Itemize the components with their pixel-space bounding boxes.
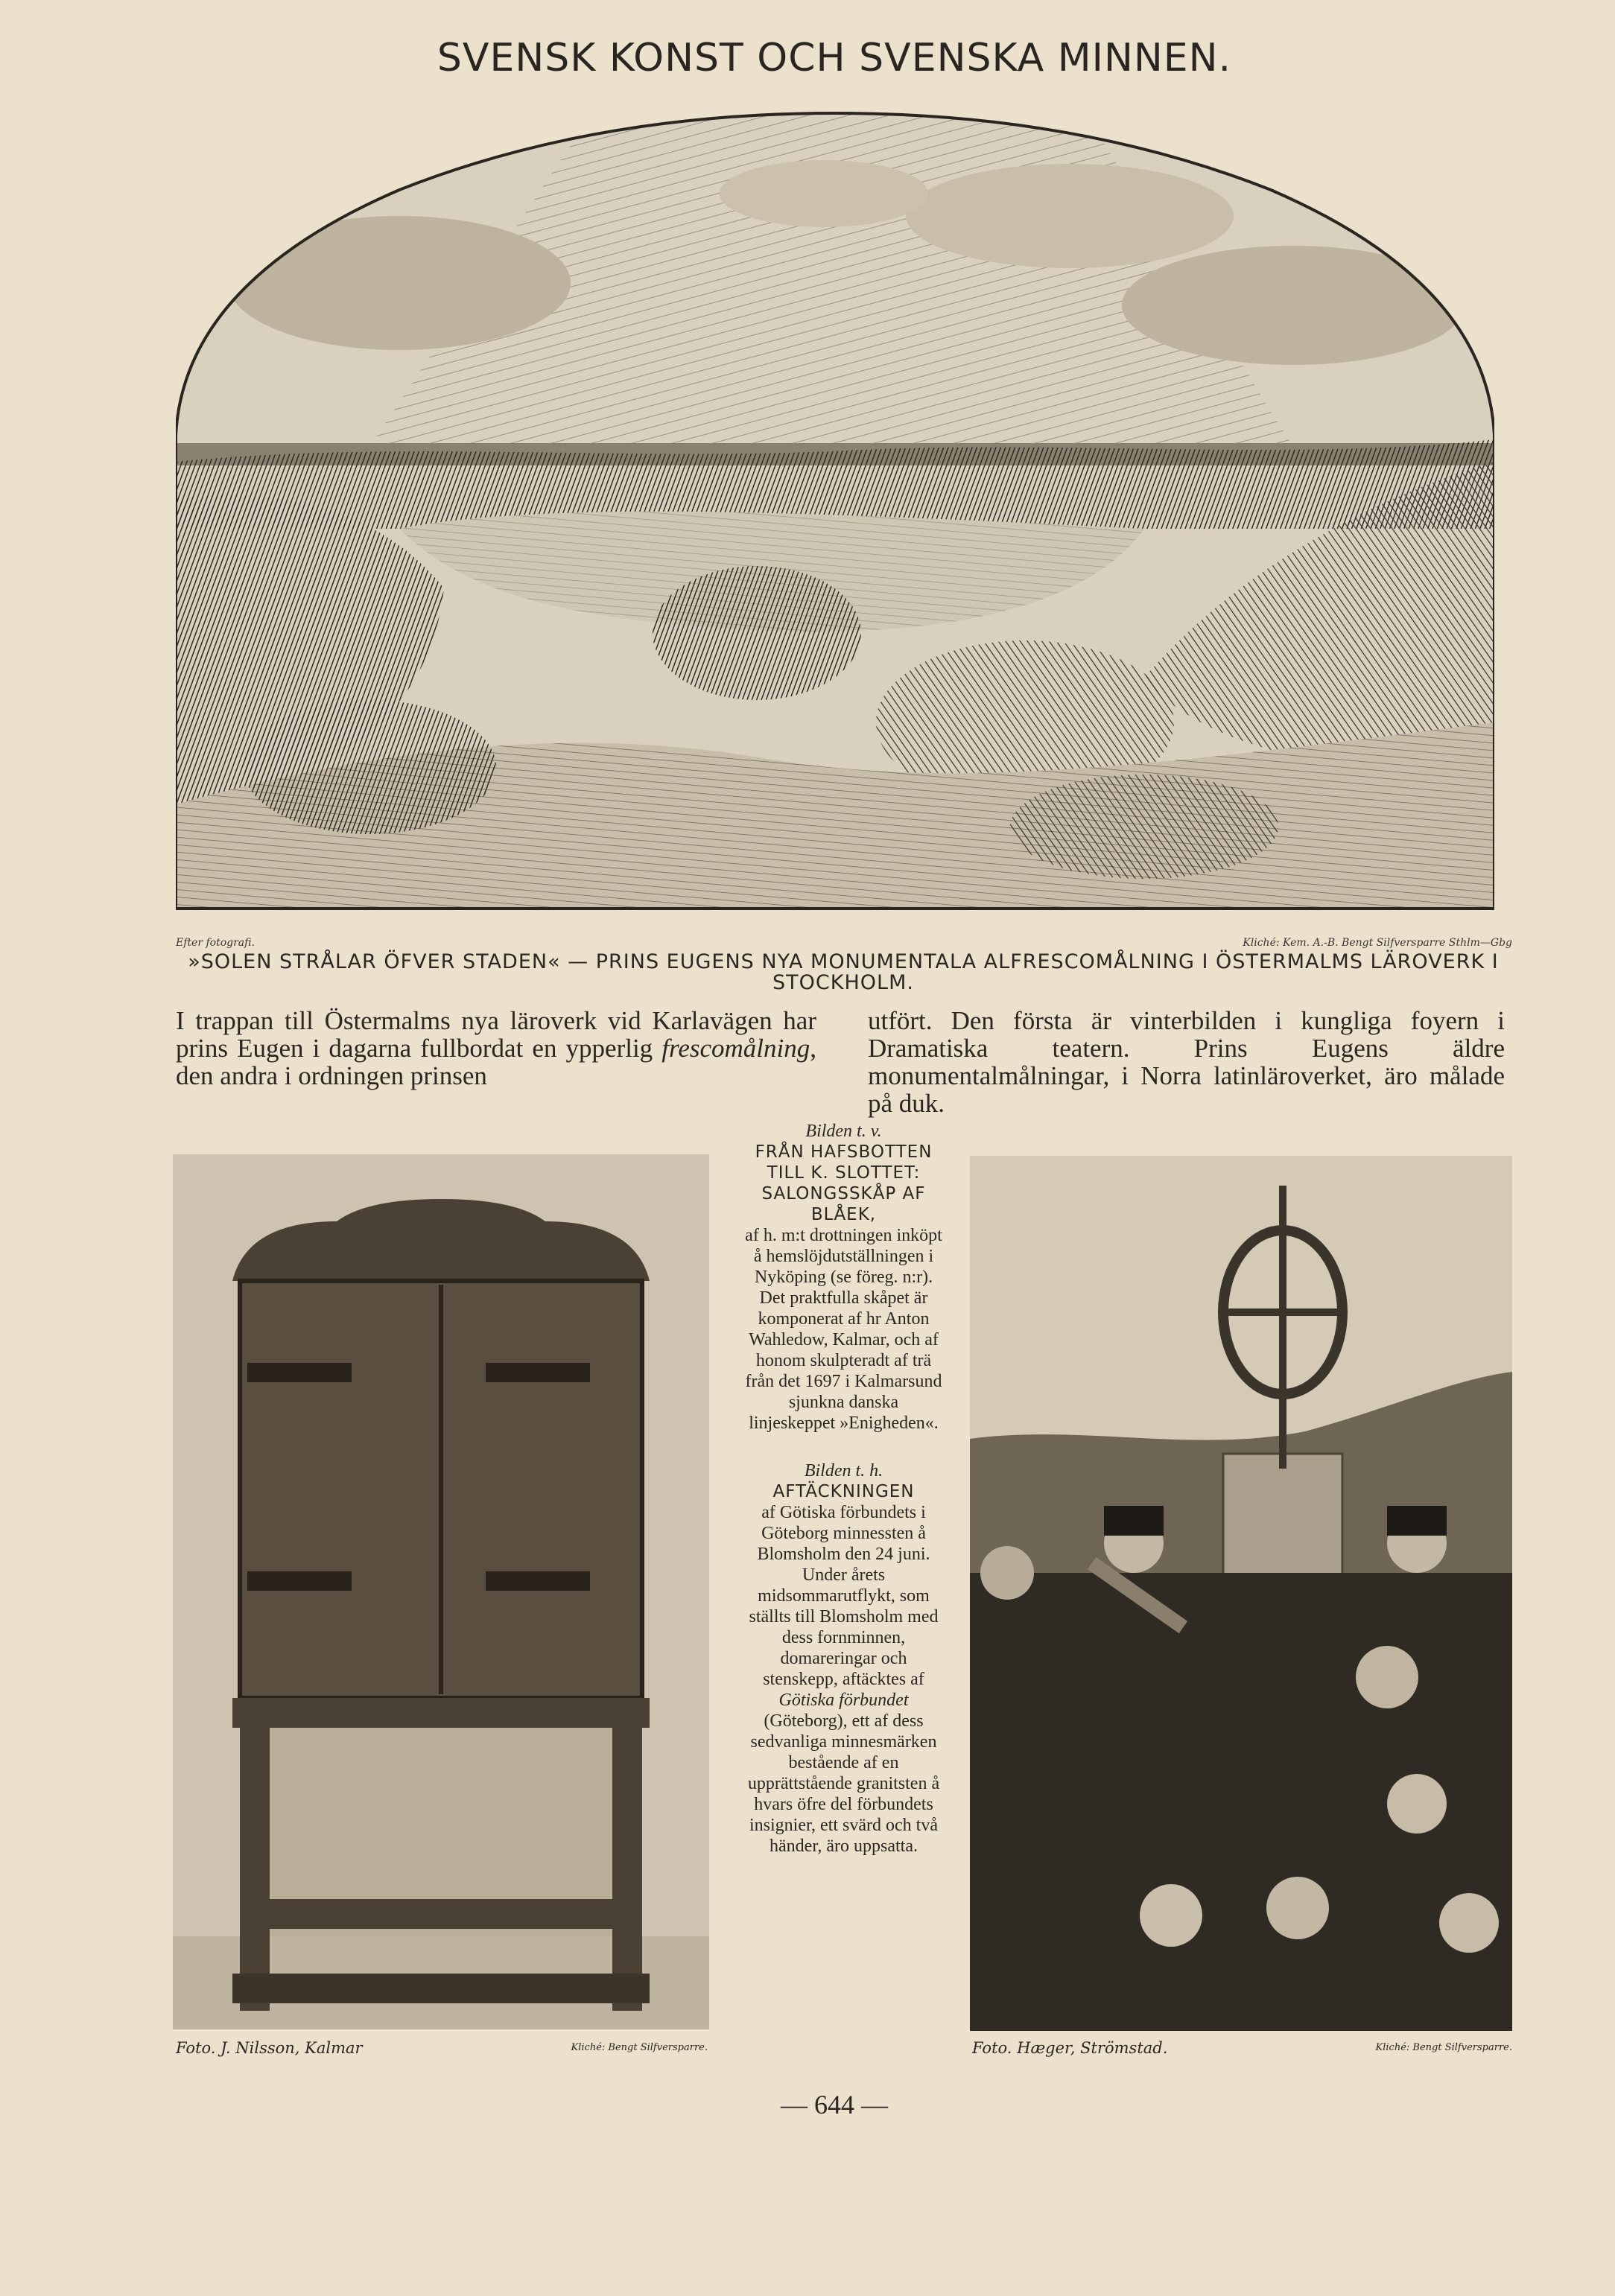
unveiling-photo	[970, 1156, 1512, 2031]
unveiling-illustration	[970, 1156, 1512, 2031]
article-left-text-1: I trappan till Östermalms nya läroverk vid Karlavägen har prins Eugen i dagarna fullbordat en ypperlig	[176, 1006, 816, 1063]
article-left-text-2: , den andra i ordningen prinsen	[176, 1034, 816, 1090]
left-photo-credit: Foto. J. Nilsson, Kalmar	[176, 2039, 363, 2057]
sidebar-left-title: FRÅN HAFSBOTTEN TILL K. SLOTTET: SALONGSSKÅP AF BLÅEK,	[755, 1142, 933, 1224]
cabinet-photo	[173, 1154, 709, 2029]
article-left-emph: frescomålning	[661, 1034, 810, 1063]
page-number: — 644 —	[781, 2090, 888, 2119]
sidebar-left-label: Bilden t. v.	[805, 1122, 882, 1141]
plate-credit-left: Efter fotografi.	[176, 937, 255, 949]
painting-plate	[176, 112, 1494, 912]
sidebar-left-text: af h. m:t drottningen inköpt å hemslöjdutställningen i Nyköping (se föreg. n:r). Det praktfulla skåpet är komponerat af hr Anton Wahledow, Kalmar, och af honom skulpteradt af trä från det 1697 i Kalmarsund sjunkna danska linjeskeppet »Enigheden«.	[745, 1226, 942, 1433]
article-left-column	[176, 1007, 816, 1090]
plate-credit-right: Kliché: Kem. A.-B. Bengt Silfversparre Sthlm—Gbg	[1243, 937, 1512, 949]
sidebar-right-text-2a: Under årets midsommarutflykt, som ställts till Blomsholm med dess fornminnen, domareringar och stenskepp, aftäcktes af	[749, 1565, 939, 1689]
right-photo-kliche: Kliché: Bengt Silfversparre.	[1375, 2042, 1512, 2053]
sidebar-right-label: Bilden t. h.	[804, 1461, 883, 1481]
right-photo-credit: Foto. Hæger, Strömstad.	[972, 2039, 1168, 2057]
sidebar-column	[745, 1121, 942, 1857]
page-header: SVENSK KONST OCH SVENSKA MINNEN.	[437, 36, 1232, 80]
sidebar-right-text-1: af Götiska förbundets i Göteborg minnessten å Blomsholm den 24 juni.	[757, 1503, 930, 1564]
sidebar-right-text-2-emph: Götiska förbundet	[778, 1691, 909, 1710]
sidebar-right-title: AFTÄCKNINGEN	[772, 1482, 915, 1501]
sidebar-right-text-2b: (Göteborg), ett af dess sedvanliga minnesmärken bestående af en upprättstående granitsten å hvars öfre del förbundets insignier, ett svärd och två händer, äro uppsatta.	[747, 1711, 940, 1856]
cabinet-illustration	[173, 1154, 709, 2029]
plate-caption: »SOLEN STRÅLAR ÖFVER STADEN« — PRINS EUGENS NYA MONUMENTALA ALFRESCOMÅLNING I ÖSTERMALMS LÄROVERK I STOCKHOLM.	[188, 950, 1499, 994]
left-photo-kliche: Kliché: Bengt Silfversparre.	[571, 2042, 708, 2053]
article-right-column: utfört. Den första är vinterbilden i kungliga foyern i Dramatiska teatern. Prins Eugens äldre monumentalmålningar, i Norra latinläroverket, äro målade på duk.	[868, 1006, 1505, 1118]
